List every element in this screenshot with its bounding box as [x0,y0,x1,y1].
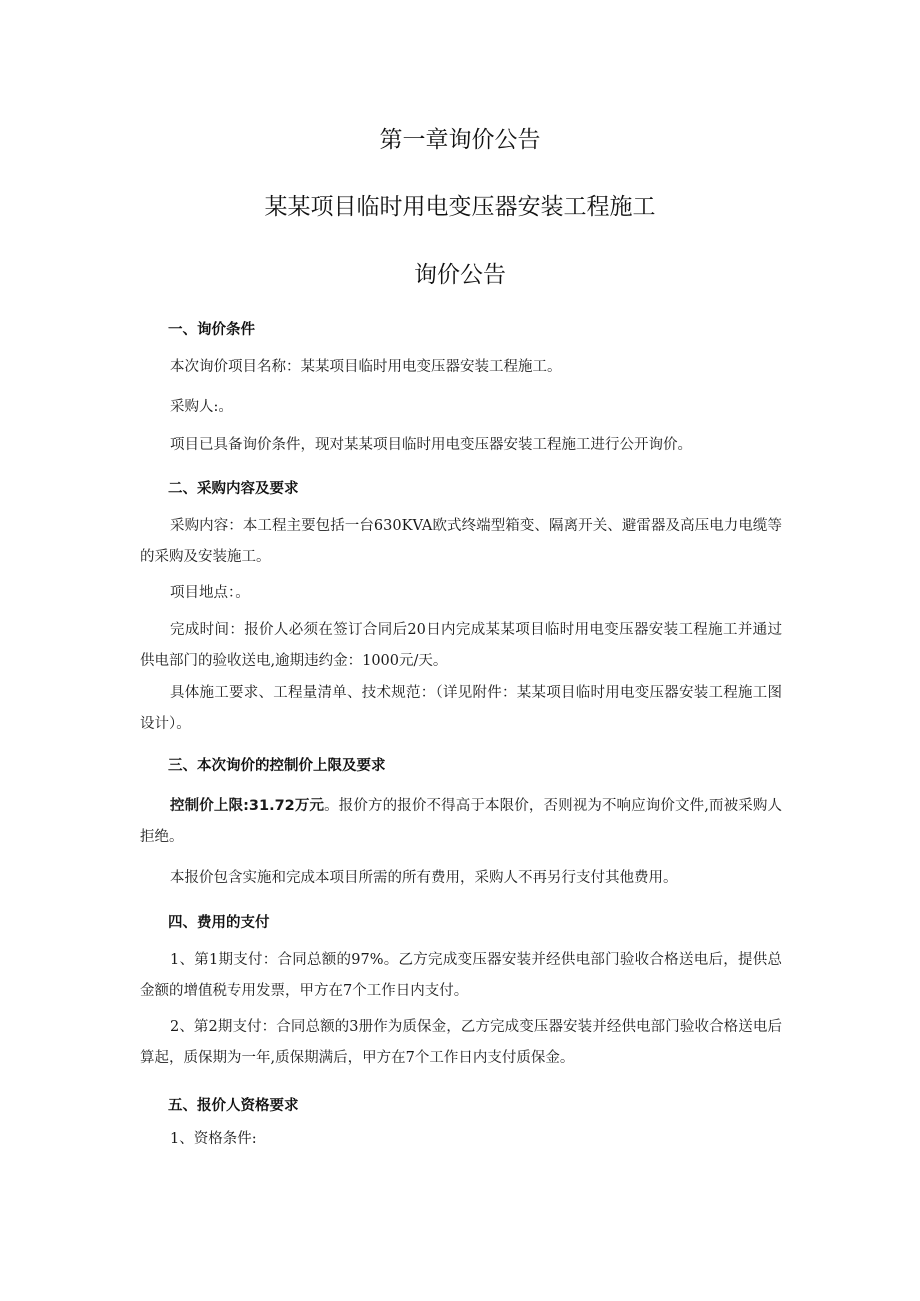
project-title: 某某项目临时用电变压器安装工程施工 [264,194,656,220]
section5-heading: 五、报价人资格要求 [168,1098,299,1114]
section2-heading: 二、采购内容及要求 [168,481,299,497]
section1-project-name: 本次询价项目名称：某某项目临时用电变压器安装工程施工。 [170,359,562,375]
section5-qualification: 1、资格条件: [170,1131,257,1147]
chapter-title: 第一章询价公告 [379,127,541,153]
section1-purchaser: 采购人:。 [170,399,233,415]
section1-conditions: 项目已具备询价条件，现对某某项目临时用电变压器安装工程施工进行公开询价。 [170,437,692,453]
price-cap-bold: 控制价上限:31.72万元 [170,798,325,814]
section3-price-cap [140,791,782,853]
section1-heading: 一、询价条件 [168,322,255,338]
section2-content: 采购内容：本工程主要包括一台630KVA欧式终端型箱变、隔离开关、避雷器及高压电力电缆等的采购及安装施工。 [140,518,782,565]
section2-requirements: 具体施工要求、工程量清单、技术规范：（详见附件：某某项目临时用电变压器安装工程施工图设计）。 [140,685,782,732]
section4-payment-1: 1、第1期支付：合同总额的97%。乙方完成变压器安装并经供电部门验收合格送电后，提供总金额的增值税专用发票，甲方在7个工作日内支付。 [140,952,782,999]
section2-completion-time: 完成时间：报价人必须在签订合同后20日内完成某某项目临时用电变压器安装工程施工并通过供电部门的验收送电,逾期违约金：1000元/天。 [140,622,782,669]
section4-payment-2: 2、第2期支付：合同总额的3册作为质保金，乙方完成变压器安装并经供电部门验收合格送电后算起，质保期为一年,质保期满后，甲方在7个工作日内支付质保金。 [140,1019,782,1066]
section3-heading: 三、本次询价的控制价上限及要求 [168,758,386,774]
notice-title: 询价公告 [414,262,506,288]
price-cap-text: 。报价方的报价不得高于本限价，否则视为不响应询价文件,而被采购人拒绝。 [140,798,782,845]
section3-all-costs: 本报价包含实施和完成本项目所需的所有费用，采购人不再另行支付其他费用。 [170,870,678,886]
section4-heading: 四、费用的支付 [168,915,270,931]
section2-location: 项目地点：。 [170,585,250,601]
